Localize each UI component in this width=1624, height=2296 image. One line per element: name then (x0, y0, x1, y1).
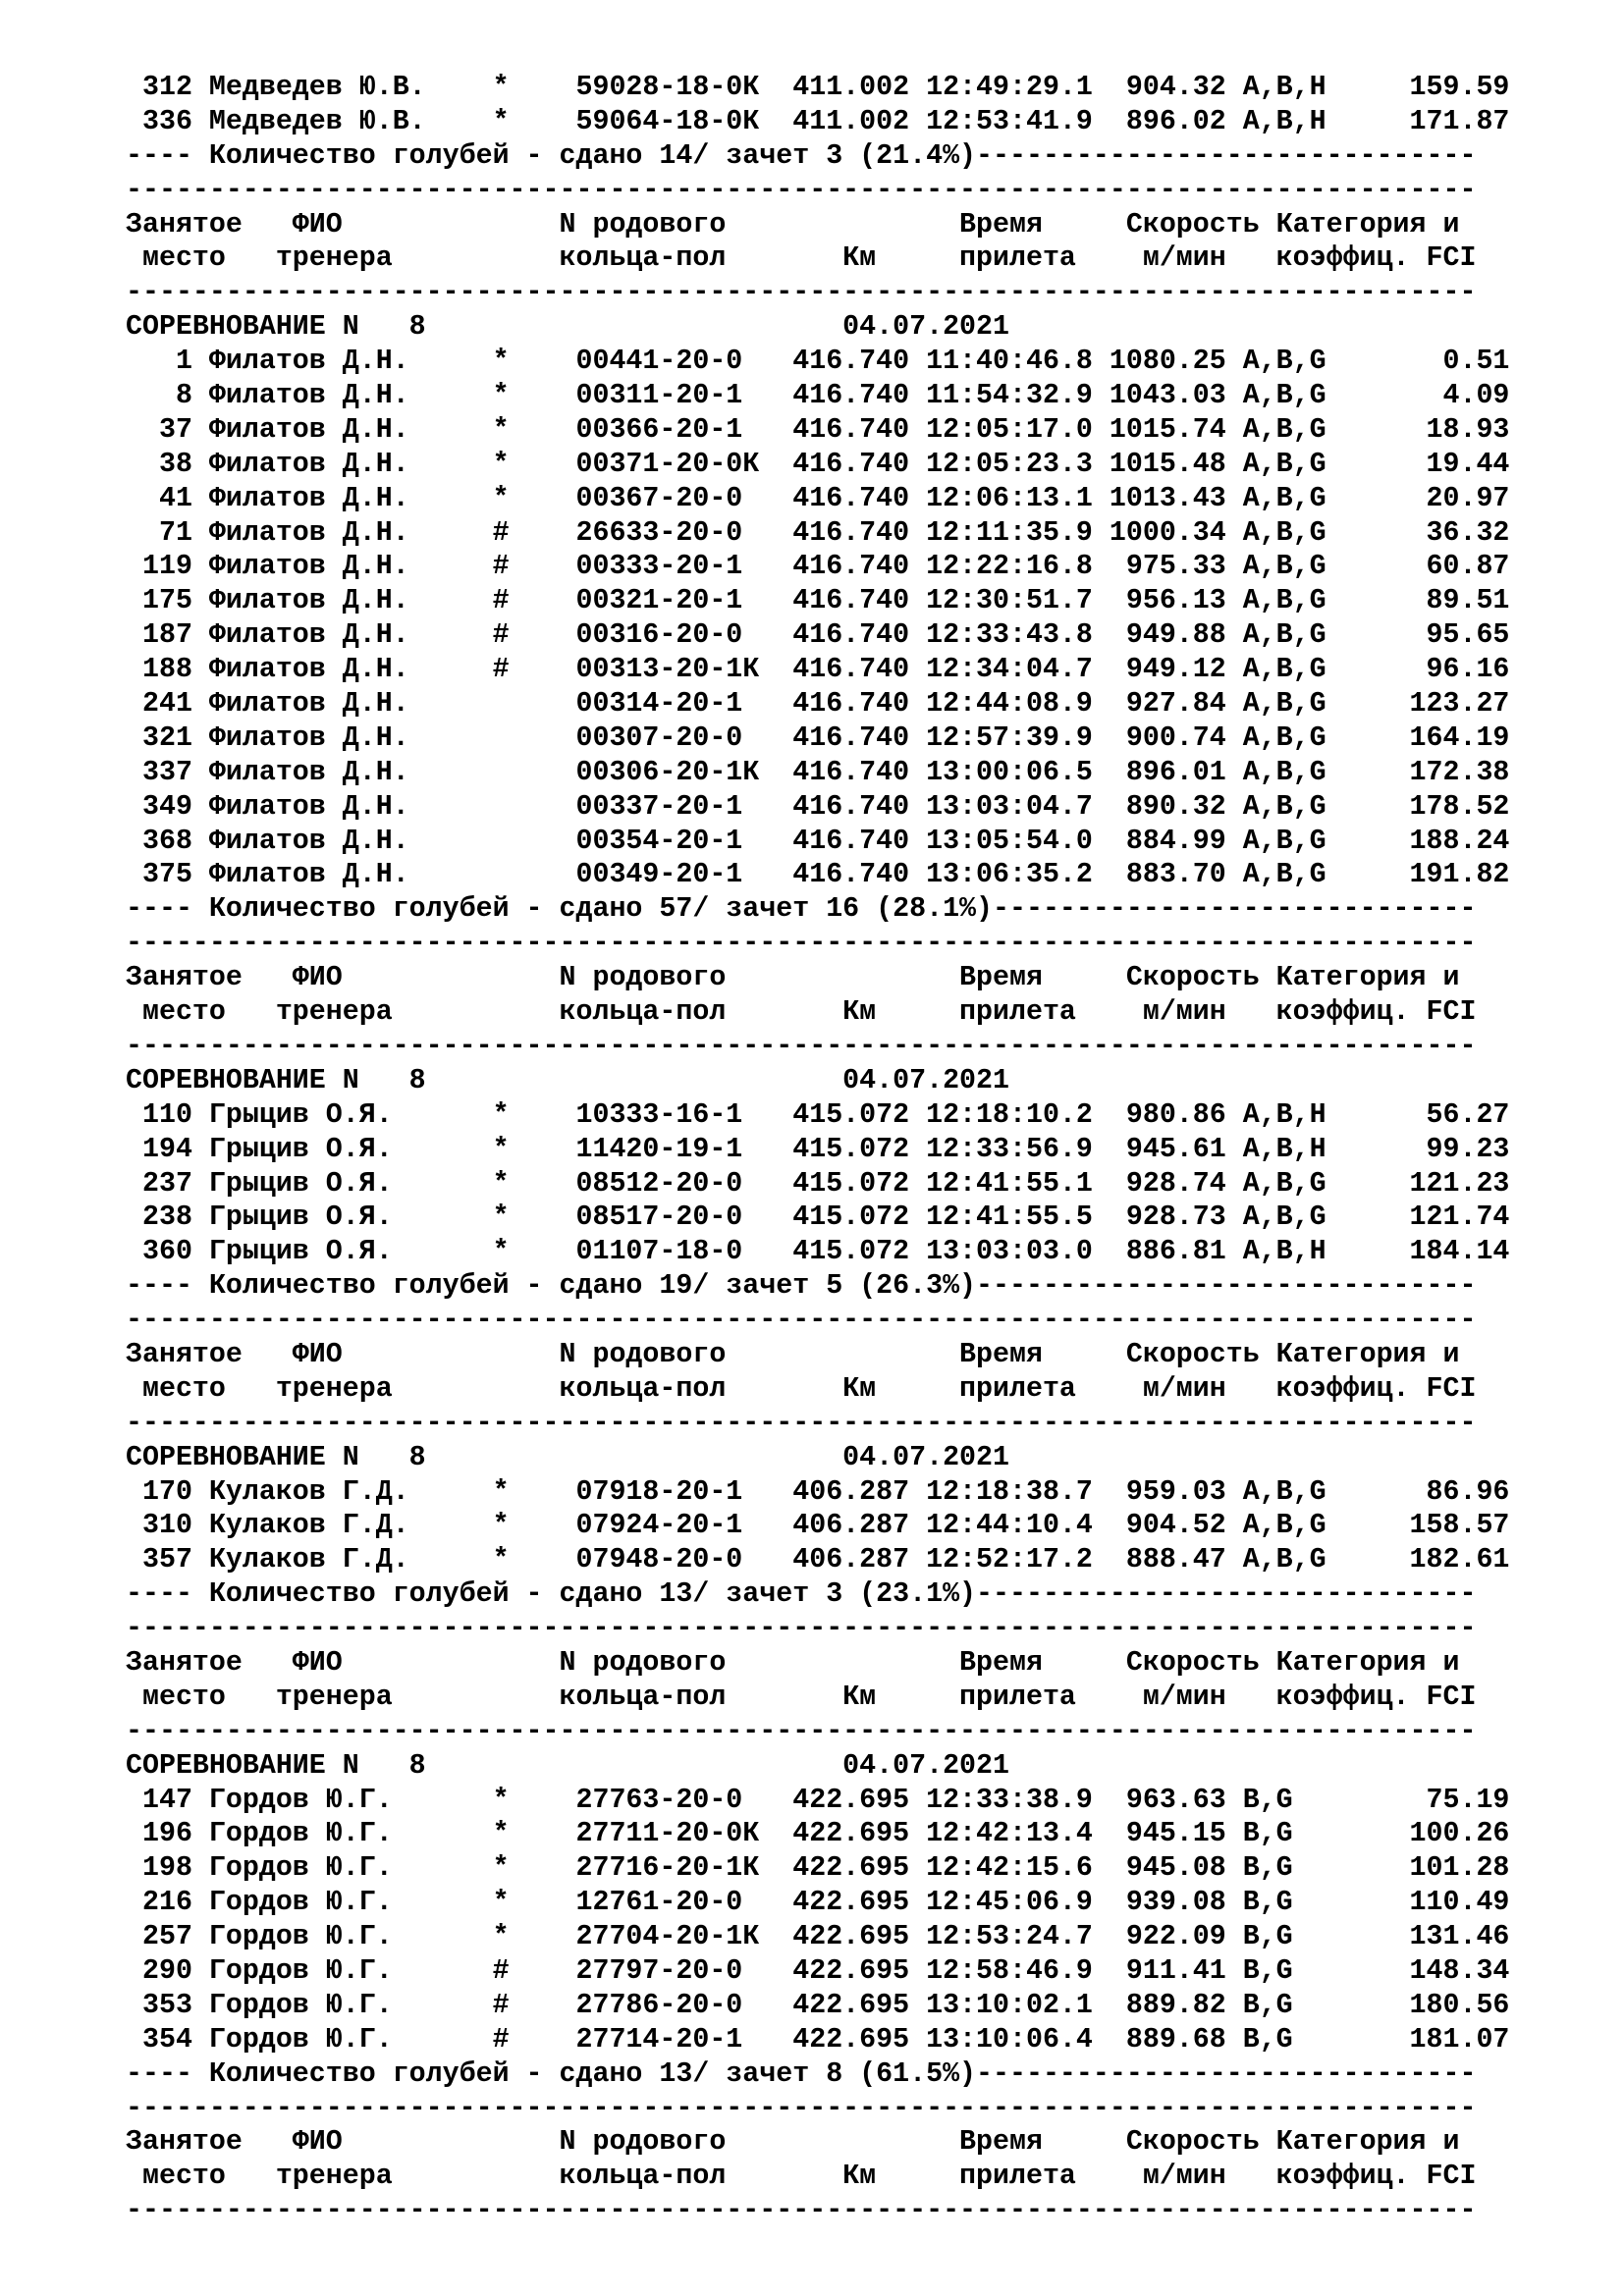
printout-line: 170 Кулаков Г.Д. * 07918-20-1 406.287 12:18:38.7 959.03 A,B,G 86.96 (126, 1475, 1510, 1508)
printout-line: место тренера кольца-пол Км прилета м/мин коэффиц. FCI (126, 2161, 1477, 2193)
printout-line: 336 Медведев Ю.В. * 59064-18-0К 411.002 12:53:41.9 896.02 A,B,H 171.87 (126, 105, 1510, 137)
printout-line: 375 Филатов Д.Н. 00349-20-1 416.740 13:06:35.2 883.70 A,B,G 191.82 (126, 859, 1510, 891)
printout-line: СОРЕВНОВАНИЕ N 8 04.07.2021 (126, 311, 1009, 344)
printout-line: 175 Филатов Д.Н. # 00321-20-1 416.740 12:30:51.7 956.13 A,B,G 89.51 (126, 585, 1510, 617)
printout-line: 198 Гордов Ю.Г. * 27716-20-1К 422.695 12:42:15.6 945.08 B,G 101.28 (126, 1852, 1510, 1885)
printout-line: СОРЕВНОВАНИЕ N 8 04.07.2021 (126, 1064, 1009, 1096)
printout-line: 110 Грыцив О.Я. * 10333-16-1 415.072 12:18:10.2 980.86 A,B,H 56.27 (126, 1098, 1510, 1131)
printout-line: Занятое ФИО N родового Время Скорость Категория и (126, 1646, 1460, 1679)
printout-line: 349 Филатов Д.Н. 00337-20-1 416.740 13:03:04.7 890.32 A,B,G 178.52 (126, 790, 1510, 823)
printout-line: --------------------------------------------------------------------------------- (126, 1407, 1477, 1439)
printout-line: Занятое ФИО N родового Время Скорость Категория и (126, 962, 1460, 994)
printout-line: ---- Количество голубей - сдано 19/ зачет 5 (26.3%)------------------------------ (126, 1270, 1477, 1303)
printout-line: Занятое ФИО N родового Время Скорость Категория и (126, 1338, 1460, 1370)
printout-line: 368 Филатов Д.Н. 00354-20-1 416.740 13:05:54.0 884.99 A,B,G 188.24 (126, 825, 1510, 857)
printout-line: 188 Филатов Д.Н. # 00313-20-1К 416.740 12:34:04.7 949.12 A,B,G 96.16 (126, 654, 1510, 686)
printout-line: ---- Количество голубей - сдано 57/ зачет 16 (28.1%)----------------------------- (126, 893, 1477, 926)
printout-line: 312 Медведев Ю.В. * 59028-18-0К 411.002 12:49:29.1 904.32 A,B,H 159.59 (126, 72, 1510, 103)
printout-line: 71 Филатов Д.Н. # 26633-20-0 416.740 12:11:35.9 1000.34 A,B,G 36.32 (126, 516, 1510, 549)
printout-line: --------------------------------------------------------------------------------- (126, 2092, 1477, 2124)
printout-line: --------------------------------------------------------------------------------- (126, 1715, 1477, 1747)
printout-line: место тренера кольца-пол Км прилета м/мин коэффиц. FCI (126, 996, 1477, 1029)
printout-line: Занятое ФИО N родового Время Скорость Категория и (126, 2126, 1460, 2159)
printout-line: 8 Филатов Д.Н. * 00311-20-1 416.740 11:54:32.9 1043.03 A,B,G 4.09 (126, 380, 1510, 412)
printout-line: 337 Филатов Д.Н. 00306-20-1К 416.740 13:00:06.5 896.01 A,B,G 172.38 (126, 756, 1510, 788)
printout-line: 196 Гордов Ю.Г. * 27711-20-0К 422.695 12:42:13.4 945.15 B,G 100.26 (126, 1818, 1510, 1850)
printout-line: место тренера кольца-пол Км прилета м/мин коэффиц. FCI (126, 1372, 1477, 1405)
printout-line: 354 Гордов Ю.Г. # 27714-20-1 422.695 13:10:06.4 889.68 B,G 181.07 (126, 2023, 1510, 2056)
printout-line: 257 Гордов Ю.Г. * 27704-20-1К 422.695 12:53:24.7 922.09 B,G 131.46 (126, 1921, 1510, 1953)
printout-line: место тренера кольца-пол Км прилета м/мин коэффиц. FCI (126, 242, 1477, 275)
printout-line: 187 Филатов Д.Н. # 00316-20-0 416.740 12:33:43.8 949.88 A,B,G 95.65 (126, 619, 1510, 652)
printout-line: ---- Количество голубей - сдано 14/ зачет 3 (21.4%)------------------------------ (126, 139, 1477, 172)
printout-line: 237 Грыцив О.Я. * 08512-20-0 415.072 12:41:55.1 928.74 A,B,G 121.23 (126, 1167, 1510, 1200)
printout-line: ---- Количество голубей - сдано 13/ зачет 3 (23.1%)------------------------------ (126, 1578, 1477, 1611)
printout-line: --------------------------------------------------------------------------------- (126, 2195, 1477, 2227)
printout-line: 216 Гордов Ю.Г. * 12761-20-0 422.695 12:45:06.9 939.08 B,G 110.49 (126, 1887, 1510, 1919)
printout-line: СОРЕВНОВАНИЕ N 8 04.07.2021 (126, 1441, 1009, 1473)
printout-line: 38 Филатов Д.Н. * 00371-20-0К 416.740 12:05:23.3 1015.48 A,B,G 19.44 (126, 448, 1510, 480)
printout-line: --------------------------------------------------------------------------------- (126, 174, 1477, 206)
printout-line: 37 Филатов Д.Н. * 00366-20-1 416.740 12:05:17.0 1015.74 A,B,G 18.93 (126, 413, 1510, 446)
printout-line: 41 Филатов Д.Н. * 00367-20-0 416.740 12:06:13.1 1013.43 A,B,G 20.97 (126, 482, 1510, 514)
printout-line: ---- Количество голубей - сдано 13/ зачет 8 (61.5%)------------------------------ (126, 2057, 1477, 2090)
printout-line: --------------------------------------------------------------------------------- (126, 1305, 1477, 1337)
results-printout (126, 71, 1509, 2228)
printout-line: 310 Кулаков Г.Д. * 07924-20-1 406.287 12:44:10.4 904.52 A,B,G 158.57 (126, 1510, 1510, 1542)
printout-line: СОРЕВНОВАНИЕ N 8 04.07.2021 (126, 1749, 1009, 1782)
printout-line: 321 Филатов Д.Н. 00307-20-0 416.740 12:57:39.9 900.74 A,B,G 164.19 (126, 721, 1510, 754)
printout-line: 241 Филатов Д.Н. 00314-20-1 416.740 12:44:08.9 927.84 A,B,G 123.27 (126, 688, 1510, 721)
printout-line: 238 Грыцив О.Я. * 08517-20-0 415.072 12:41:55.5 928.73 A,B,G 121.74 (126, 1201, 1510, 1234)
printout-line: 357 Кулаков Г.Д. * 07948-20-0 406.287 12:52:17.2 888.47 A,B,G 182.61 (126, 1544, 1510, 1576)
printout-line: 360 Грыцив О.Я. * 01107-18-0 415.072 13:03:03.0 886.81 A,B,H 184.14 (126, 1236, 1510, 1268)
printout-line: 119 Филатов Д.Н. # 00333-20-1 416.740 12:22:16.8 975.33 A,B,G 60.87 (126, 551, 1510, 583)
printout-line: 353 Гордов Ю.Г. # 27786-20-0 422.695 13:10:02.1 889.82 B,G 180.56 (126, 1989, 1510, 2021)
printout-line: 290 Гордов Ю.Г. # 27797-20-0 422.695 12:58:46.9 911.41 B,G 148.34 (126, 1954, 1510, 1987)
printout-line: --------------------------------------------------------------------------------- (126, 1030, 1477, 1062)
printout-line: --------------------------------------------------------------------------------- (126, 928, 1477, 960)
printout-line: --------------------------------------------------------------------------------- (126, 1613, 1477, 1645)
printout-line: 194 Грыцив О.Я. * 11420-19-1 415.072 12:33:56.9 945.61 A,B,H 99.23 (126, 1133, 1510, 1165)
printout-line: место тренера кольца-пол Км прилета м/мин коэффиц. FCI (126, 1681, 1477, 1713)
printout-line: Занятое ФИО N родового Время Скорость Категория и (126, 208, 1460, 240)
printout-line: --------------------------------------------------------------------------------- (126, 277, 1477, 309)
printout-line: 147 Гордов Ю.Г. * 27763-20-0 422.695 12:33:38.9 963.63 B,G 75.19 (126, 1784, 1510, 1816)
printout-line: 1 Филатов Д.Н. * 00441-20-0 416.740 11:40:46.8 1080.25 A,B,G 0.51 (126, 346, 1510, 378)
